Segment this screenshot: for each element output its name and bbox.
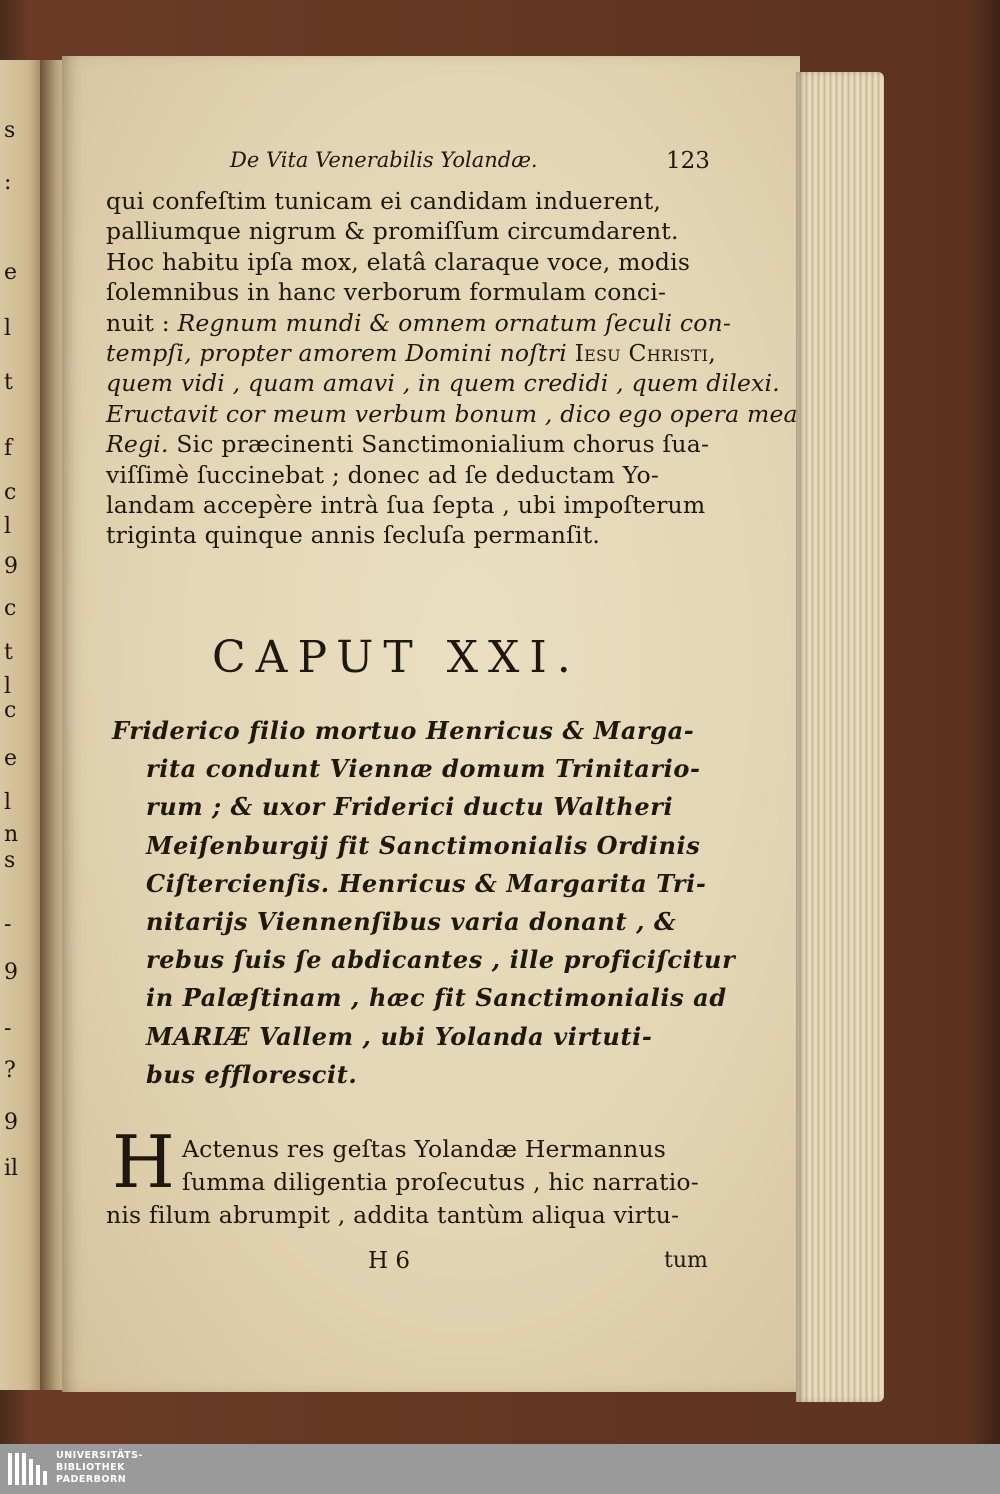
library-footer-bar <box>0 1444 1000 1494</box>
left-page-fragment: n <box>4 822 19 847</box>
left-page-fragment: - <box>4 912 12 937</box>
body-line-text: nuit : <box>106 308 178 337</box>
drop-cap: H <box>112 1120 175 1204</box>
left-page-fragment: il <box>4 1156 19 1181</box>
summary-line: Meiſenburgij fit Sanctimonialis Ordinis <box>146 830 701 860</box>
body-line-text: qui confeſtim tunicam ei candidam induerent, <box>106 187 662 215</box>
body-line-italic: tempſi, propter amorem Domini noſtri <box>106 339 575 367</box>
body-line <box>106 520 600 550</box>
opening-line: nis filum abrumpit , addita tantùm aliqua virtu- <box>106 1201 680 1229</box>
chapter-title: CAPUT XXI. <box>212 632 581 683</box>
opening-line: Actenus res geſtas Yolandæ Hermannus <box>182 1135 667 1163</box>
summary-line: in Palæſtinam , hæc fit Sanctimonialis ad <box>146 983 727 1013</box>
signature-mark: H 6 <box>368 1248 411 1274</box>
left-page-fragment: l <box>4 514 12 539</box>
left-page-fragment: t <box>4 370 13 395</box>
body-line-text: ſolemnibus in hanc verborum formulam conci- <box>106 278 667 307</box>
catchword: tum <box>664 1248 708 1273</box>
left-page-fragment: s <box>4 118 16 143</box>
summary-line: rum ; & uxor Friderici ductu Waltheri <box>146 792 674 822</box>
body-line <box>106 368 780 398</box>
body-line-smallcaps: Iesu Christi, <box>574 339 716 367</box>
left-page-fragment: 9 <box>4 554 18 579</box>
body-line-text: viſſimè ſuccinebat ; donec ad ſe deductam Yo- <box>106 460 659 489</box>
left-page-fragment: l <box>4 674 12 699</box>
body-line-italic: quem vidi , quam amavi , in quem credidi , quem dilexi. <box>106 369 780 398</box>
summary-line: nitarijs Viennenſibus varia donant , & <box>146 907 677 936</box>
library-name-line-3: PADERBORN <box>56 1474 127 1485</box>
body-line-text: landam accepère intrà ſua ſepta , ubi impoſterum <box>106 491 706 519</box>
left-page-fragment: 9 <box>4 1110 18 1135</box>
summary-line: rebus ſuis ſe abdicantes , ille proficiſcitur <box>146 945 736 975</box>
opening-line: ſumma diligentia proſecutus , hic narratio- <box>182 1168 699 1196</box>
body-line-text: palliumque nigrum & promiſſum circumdarent. <box>106 217 679 246</box>
library-name-line-1: UNIVERSITÄTS- <box>56 1450 143 1461</box>
body-line-italic: Regi. <box>106 430 177 459</box>
body-line-italic: Eructavit cor meum verbum bonum , dico ego opera mea <box>106 399 798 428</box>
body-line <box>106 216 679 246</box>
library-name <box>56 1450 143 1486</box>
left-page-fragment: : <box>4 170 12 195</box>
left-page-fragment: f <box>4 436 13 461</box>
body-line <box>106 399 798 429</box>
summary-line: Friderico filio mortuo Henricus & Marga- <box>112 716 695 745</box>
body-line <box>106 429 709 459</box>
left-page-text-fragments <box>0 60 20 1390</box>
summary-line: bus efflorescit. <box>146 1059 358 1089</box>
body-line <box>106 247 690 277</box>
library-name-line-2: BIBLIOTHEK <box>56 1462 125 1473</box>
left-page-fragment: 9 <box>4 960 18 985</box>
body-line <box>106 308 731 338</box>
left-page-fragment: c <box>4 480 17 505</box>
body-line-text: Sic præcinenti Sanctimonialium chorus ſua- <box>176 430 710 459</box>
left-page-fragment: l <box>4 316 12 341</box>
left-page-fragment: e <box>4 260 18 285</box>
left-page-fragment: t <box>4 640 13 665</box>
body-line <box>106 460 659 490</box>
left-page-fragment: s <box>4 848 16 873</box>
summary-line: Ciſtercienſis. Henricus & Margarita Tri- <box>146 868 707 898</box>
left-page-fragment: - <box>4 1016 12 1041</box>
body-line-text: triginta quinque annis ſecluſa permanſit. <box>106 521 601 550</box>
running-head: De Vita Venerabilis Yolandæ. <box>230 148 538 172</box>
left-page-fragment: e <box>4 746 18 771</box>
library-logo-icon <box>8 1451 48 1487</box>
summary-line: MARIÆ Vallem , ubi Yolanda virtuti- <box>146 1021 653 1051</box>
page-number: 123 <box>666 148 710 174</box>
body-line <box>106 277 666 307</box>
body-line-text: Hoc habitu ipſa mox, elatâ claraque voce, modis <box>106 247 691 276</box>
left-page-fragment: l <box>4 790 12 815</box>
left-page-fragment: c <box>4 698 17 723</box>
left-page-fragment: c <box>4 596 17 621</box>
page-fore-edge <box>796 72 884 1402</box>
body-line <box>106 490 705 520</box>
left-page-fragment: ? <box>4 1058 16 1083</box>
body-line <box>106 186 661 216</box>
summary-line: rita condunt Viennæ domum Trinitario- <box>146 754 701 784</box>
body-line-italic: Regnum mundi & omnem ornatum ſeculi con- <box>177 308 732 337</box>
body-line <box>106 338 716 368</box>
